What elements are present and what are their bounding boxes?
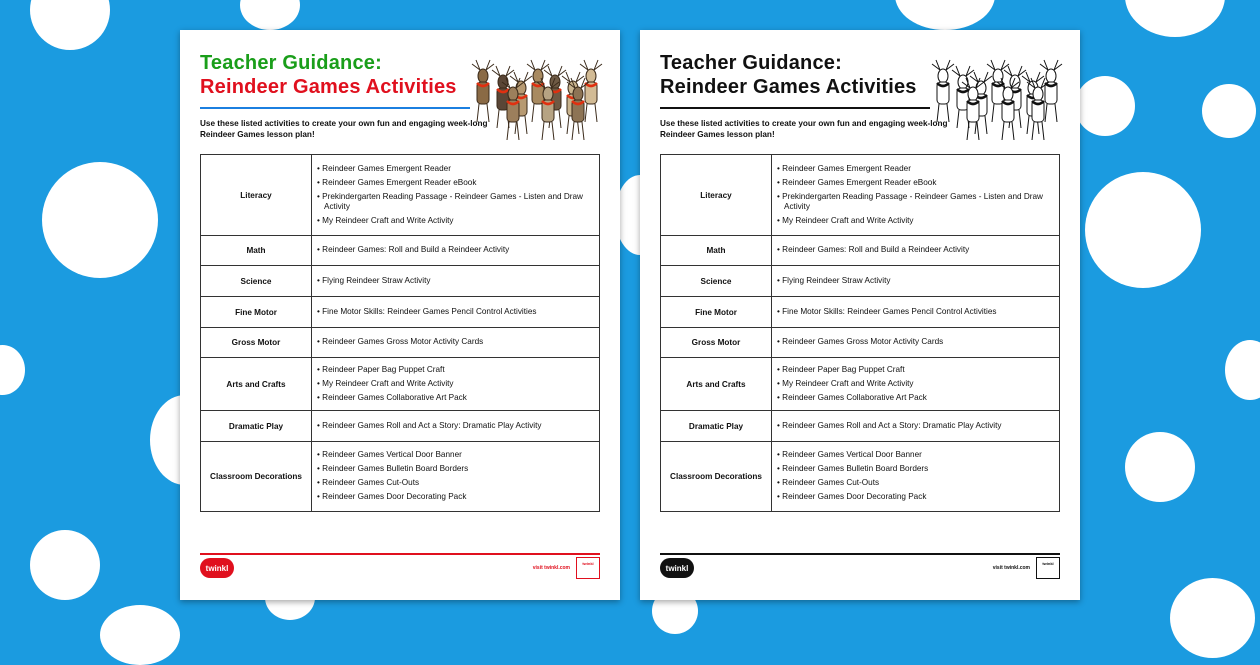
category-cell: Gross Motor <box>661 328 772 358</box>
activity-item: • Reindeer Games Door Decorating Pack <box>316 492 591 502</box>
title-line-1: Teacher Guidance: <box>660 52 842 74</box>
title-line-1: Teacher Guidance: <box>200 52 382 74</box>
activity-item: • Reindeer Paper Bag Puppet Craft <box>316 365 591 375</box>
footer-divider <box>200 553 600 555</box>
activities-cell <box>772 411 1060 442</box>
activity-item: • Reindeer Games Vertical Door Banner <box>776 450 1051 460</box>
category-cell: Science <box>201 266 312 297</box>
twinkl-logo: twinkl <box>660 558 694 578</box>
activity-item: • Reindeer Games: Roll and Build a Reindeer Activity <box>776 245 1051 255</box>
category-cell: Math <box>201 236 312 266</box>
activity-item: • Reindeer Games Emergent Reader <box>776 164 1051 174</box>
category-cell: Science <box>661 266 772 297</box>
activity-item: • My Reindeer Craft and Write Activity <box>776 216 1051 226</box>
table-row <box>661 328 1060 358</box>
table-row <box>201 411 600 442</box>
category-cell: Fine Motor <box>661 297 772 328</box>
table-row <box>201 297 600 328</box>
activities-cell <box>772 155 1060 236</box>
category-cell: Literacy <box>201 155 312 236</box>
category-cell: Dramatic Play <box>201 411 312 442</box>
activity-item: • Fine Motor Skills: Reindeer Games Pencil Control Activities <box>316 307 591 317</box>
table-row <box>661 236 1060 266</box>
activity-item: • Reindeer Games Emergent Reader <box>316 164 591 174</box>
activities-cell <box>772 358 1060 411</box>
twinkl-logo: twinkl <box>200 558 234 578</box>
activities-cell <box>312 266 600 297</box>
table-row <box>661 155 1060 236</box>
activity-item: • Flying Reindeer Straw Activity <box>776 276 1051 286</box>
table-row <box>661 297 1060 328</box>
worksheet-black-and-white <box>640 30 1080 600</box>
activity-item: • Reindeer Games Emergent Reader eBook <box>776 178 1051 188</box>
category-cell: Dramatic Play <box>661 411 772 442</box>
activity-item: • Reindeer Games Bulletin Board Borders <box>776 464 1051 474</box>
activity-item: • Reindeer Games Emergent Reader eBook <box>316 178 591 188</box>
category-cell: Literacy <box>661 155 772 236</box>
table-row <box>201 155 600 236</box>
activities-cell <box>772 297 1060 328</box>
activity-item: • Reindeer Games Collaborative Art Pack <box>316 393 591 403</box>
table-row <box>201 328 600 358</box>
activity-item: • Reindeer Games Gross Motor Activity Cards <box>316 337 591 347</box>
activity-item: • Flying Reindeer Straw Activity <box>316 276 591 286</box>
footer-divider <box>660 553 1060 555</box>
activity-item: • Fine Motor Skills: Reindeer Games Pencil Control Activities <box>776 307 1051 317</box>
category-cell: Math <box>661 236 772 266</box>
activity-item: • Prekindergarten Reading Passage - Reindeer Games - Listen and Draw Activity <box>316 192 591 212</box>
table-row <box>661 411 1060 442</box>
activities-table <box>200 154 600 512</box>
table-row <box>201 358 600 411</box>
category-cell: Arts and Crafts <box>661 358 772 411</box>
category-cell: Classroom Decorations <box>201 442 312 512</box>
activities-cell <box>312 236 600 266</box>
activities-cell <box>312 328 600 358</box>
activities-cell <box>312 155 600 236</box>
activities-cell <box>772 266 1060 297</box>
activity-item: • My Reindeer Craft and Write Activity <box>316 216 591 226</box>
category-cell: Arts and Crafts <box>201 358 312 411</box>
activity-item: • Reindeer Games: Roll and Build a Reindeer Activity <box>316 245 591 255</box>
table-row <box>661 442 1060 512</box>
activities-cell <box>312 297 600 328</box>
category-cell: Classroom Decorations <box>661 442 772 512</box>
activity-item: • Reindeer Games Bulletin Board Borders <box>316 464 591 474</box>
activities-table <box>660 154 1060 512</box>
title-divider <box>200 107 470 109</box>
title-line-2: Reindeer Games Activities <box>660 76 917 98</box>
activities-cell <box>312 358 600 411</box>
title-line-2: Reindeer Games Activities <box>200 76 457 98</box>
activity-item: • Reindeer Games Cut-Outs <box>316 478 591 488</box>
activities-cell <box>312 411 600 442</box>
activity-item: • Reindeer Games Cut-Outs <box>776 478 1051 488</box>
table-row <box>201 236 600 266</box>
visit-website-text: visit twinkl.com <box>992 565 1030 571</box>
category-cell: Gross Motor <box>201 328 312 358</box>
intro-text: Use these listed activities to create your own fun and engaging week-long Reindeer Games lesson plan! <box>200 119 488 139</box>
table-row <box>661 358 1060 411</box>
table-row <box>201 266 600 297</box>
activity-item: • Reindeer Games Gross Motor Activity Cards <box>776 337 1051 347</box>
activities-cell <box>772 236 1060 266</box>
worksheet-color <box>180 30 620 600</box>
activity-item: • Reindeer Paper Bag Puppet Craft <box>776 365 1051 375</box>
activities-cell <box>772 442 1060 512</box>
activity-item: • Prekindergarten Reading Passage - Reindeer Games - Listen and Draw Activity <box>776 192 1051 212</box>
activity-item: • My Reindeer Craft and Write Activity <box>316 379 591 389</box>
category-cell: Fine Motor <box>201 297 312 328</box>
twinkl-badge: twinkl <box>576 557 600 579</box>
activity-item: • Reindeer Games Collaborative Art Pack <box>776 393 1051 403</box>
table-row <box>661 266 1060 297</box>
activity-item: • Reindeer Games Vertical Door Banner <box>316 450 591 460</box>
visit-website-text: visit twinkl.com <box>532 565 570 571</box>
activity-item: • My Reindeer Craft and Write Activity <box>776 379 1051 389</box>
table-row <box>201 442 600 512</box>
activity-item: • Reindeer Games Roll and Act a Story: Dramatic Play Activity <box>316 421 591 431</box>
twinkl-badge: twinkl <box>1036 557 1060 579</box>
intro-text: Use these listed activities to create your own fun and engaging week-long Reindeer Games lesson plan! <box>660 119 948 139</box>
activities-cell <box>312 442 600 512</box>
activity-item: • Reindeer Games Roll and Act a Story: Dramatic Play Activity <box>776 421 1051 431</box>
activities-cell <box>772 328 1060 358</box>
title-divider <box>660 107 930 109</box>
activity-item: • Reindeer Games Door Decorating Pack <box>776 492 1051 502</box>
